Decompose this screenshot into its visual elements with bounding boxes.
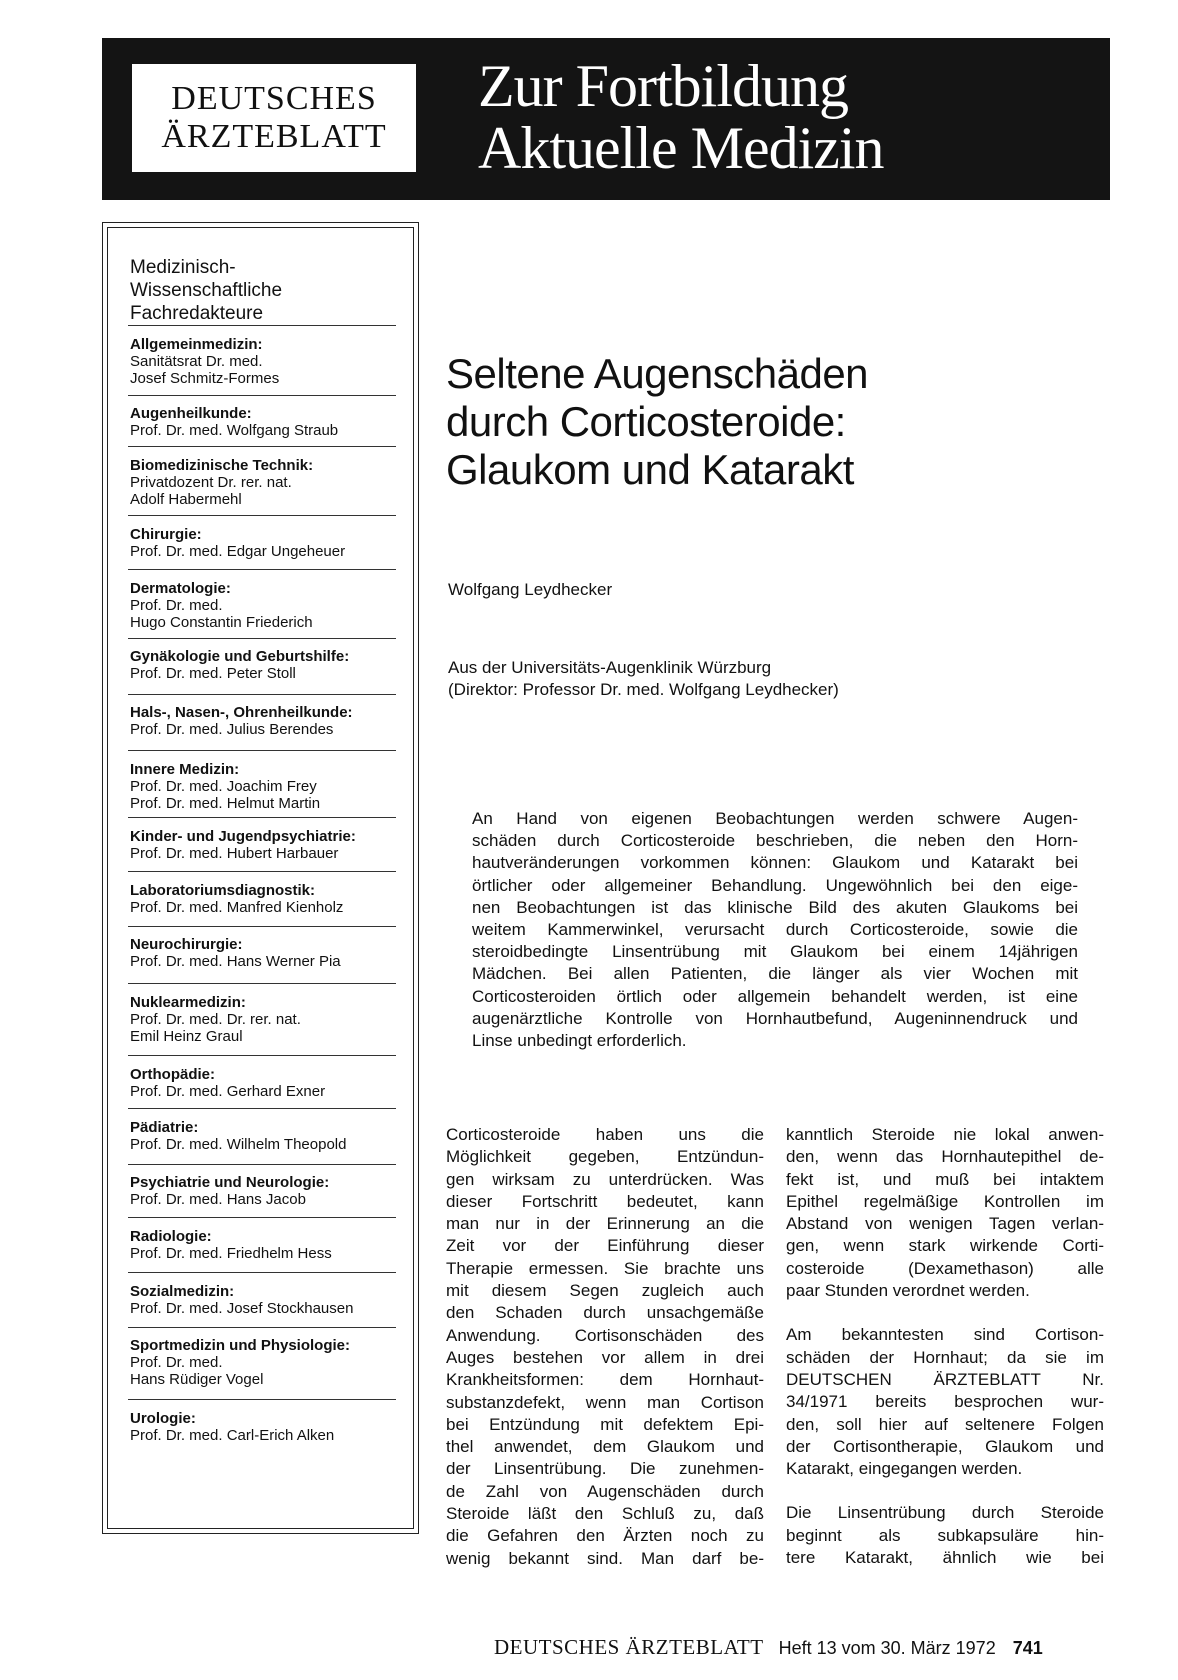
body-text-line: tere Katarakt, ähnlich wie bei (786, 1548, 1104, 1568)
sidebar-divider (128, 983, 396, 984)
sidebar-section-title: Kinder- und Jugendpsychiatrie: (130, 828, 356, 845)
sidebar-section (130, 580, 398, 631)
sidebar-section (130, 882, 398, 916)
sidebar-section-title: Orthopädie: (130, 1066, 215, 1083)
sidebar-divider (128, 1108, 396, 1109)
sidebar-section-title: Psychiatrie und Neurologie: (130, 1174, 330, 1191)
sidebar-section (130, 704, 398, 738)
body-text-line: Abstand von wenigen Tagen verlan- (786, 1214, 1104, 1234)
body-text-line: Anwendung. Cortisonschäden des (446, 1325, 764, 1345)
sidebar-heading-line: Medizinisch- (130, 257, 236, 278)
sidebar-heading-line: Fachredakteure (130, 303, 264, 324)
sidebar-section (130, 828, 398, 862)
sidebar-section-name: Josef Schmitz-Formes (130, 370, 280, 387)
sidebar-divider (128, 1217, 396, 1218)
sidebar-section-name: Prof. Dr. med. Manfred Kienholz (130, 899, 344, 916)
sidebar-section (130, 526, 398, 560)
abstract-line: An Hand von eigenen Beobachtungen werden schwere Augen- (472, 809, 1078, 828)
sidebar-divider (128, 926, 396, 927)
sidebar-section (130, 1337, 398, 1388)
page-footer (494, 1635, 1043, 1660)
sidebar-section-title: Neurochirurgie: (130, 936, 243, 953)
body-text-line: de Zahl von Augenschäden durch (446, 1481, 764, 1501)
section-title-line-1: Zur Fortbildung (478, 53, 848, 119)
footer-journal: DEUTSCHES ÄRZTEBLATT (494, 1635, 764, 1659)
sidebar-section-name: Hans Rüdiger Vogel (130, 1371, 264, 1388)
sidebar-section-name: Prof. Dr. med. Hans Jacob (130, 1191, 306, 1208)
sidebar-section-title: Hals-, Nasen-, Ohrenheilkunde: (130, 704, 353, 721)
sidebar-divider (128, 1327, 396, 1328)
body-text-line: man nur in der Erinnerung an die (446, 1214, 764, 1234)
abstract-line: schäden durch Corticosteroide beschrieben, die neben den Horn- (472, 831, 1078, 851)
body-text-line: der Cortisontherapie, Glaukom und (786, 1436, 1104, 1456)
body-text-line: die Gefahren den Ärzten noch zu (446, 1526, 764, 1546)
sidebar-section-name: Prof. Dr. med. Dr. rer. nat. (130, 1011, 301, 1028)
sidebar-section-title: Radiologie: (130, 1228, 212, 1245)
sidebar-section-name: Prof. Dr. med. Joachim Frey (130, 778, 317, 795)
body-text-line: Krankheitsformen: dem Hornhaut- (446, 1370, 764, 1390)
sidebar-section-title: Nuklearmedizin: (130, 994, 246, 1011)
sidebar-section (130, 1410, 398, 1444)
abstract-line: Linse unbedingt erforderlich. (472, 1031, 687, 1051)
abstract-line: weitem Kammerwinkel, verursacht durch Corticosteroide, sowie die (472, 920, 1078, 940)
article-title-line: durch Corticosteroide: (446, 398, 846, 445)
body-text-line: mit diesem Segen zugleich auch (446, 1281, 764, 1301)
body-text-line: schäden der Hornhaut; da sie im (786, 1347, 1104, 1367)
abstract-line: Corticosteroiden örtlich oder allgemein behandelt werden, ist eine (472, 986, 1078, 1006)
journal-logo (132, 64, 416, 172)
body-text-line: gen wirksam zu unterdrücken. Was (446, 1169, 764, 1189)
section-title-line-2: Aktuelle Medizin (478, 115, 884, 181)
sidebar-section-title: Laboratoriumsdiagnostik: (130, 882, 316, 899)
sidebar-section-title: Chirurgie: (130, 526, 202, 543)
sidebar-divider (128, 1055, 396, 1056)
sidebar-section-name: Prof. Dr. med. Julius Berendes (130, 721, 334, 738)
sidebar-section (130, 405, 398, 439)
body-text-line: Corticosteroide haben uns die (446, 1125, 764, 1144)
footer-issue: Heft 13 vom 30. März 1972 (778, 1638, 996, 1658)
paragraph-gap (786, 1302, 1104, 1324)
sidebar-heading (130, 256, 400, 325)
sidebar-divider (128, 817, 396, 818)
sidebar-section-title: Augenheilkunde: (130, 405, 252, 422)
sidebar-section-name: Hugo Constantin Friederich (130, 614, 313, 631)
body-text-line: dieser Fortschritt bedeutet, kann (446, 1191, 764, 1211)
body-text-line: den, soll hier auf seltenere Folgen (786, 1414, 1104, 1434)
sidebar-section-title: Sportmedizin und Physiologie: (130, 1337, 351, 1354)
abstract-line: nen Beobachtungen ist das klinische Bild des akuten Glaukoms bei (472, 897, 1078, 917)
body-text-line: kanntlich Steroide nie lokal anwen- (786, 1125, 1104, 1144)
sidebar-section-name: Prof. Dr. med. Josef Stockhausen (130, 1300, 354, 1317)
sidebar-section (130, 936, 398, 970)
sidebar-section (130, 1119, 398, 1153)
logo-line-2: ÄRZTEBLATT (161, 118, 387, 155)
sidebar-section (130, 1066, 398, 1100)
article-title-line: Glaukom und Katarakt (446, 446, 854, 493)
body-text-line: den, wenn das Hornhautepithel de- (786, 1147, 1104, 1167)
body-text-line: wenig bekannt sind. Man darf be- (446, 1548, 764, 1568)
body-text-line: beginnt als subkapsuläre hin- (786, 1525, 1104, 1545)
sidebar-section-title: Biomedizinische Technik: (130, 457, 314, 474)
sidebar-section-name: Prof. Dr. med. Helmut Martin (130, 795, 321, 812)
sidebar-section (130, 761, 398, 812)
sidebar-divider (128, 1399, 396, 1400)
body-text-line: costeroide (Dexamethason) alle (786, 1258, 1104, 1278)
sidebar-section-title: Sozialmedizin: (130, 1283, 235, 1300)
sidebar-section-title: Gynäkologie und Geburtshilfe: (130, 648, 350, 665)
sidebar-section-name: Prof. Dr. med. Gerhard Exner (130, 1083, 326, 1100)
sidebar-divider (128, 638, 396, 639)
sidebar-section (130, 648, 398, 682)
sidebar-section-name: Prof. Dr. med. Carl-Erich Alken (130, 1427, 335, 1444)
body-text-line: paar Stunden verordnet werden. (786, 1281, 1030, 1301)
sidebar-section-name: Prof. Dr. med. (130, 597, 223, 614)
sidebar-divider (128, 871, 396, 872)
sidebar-section (130, 457, 398, 508)
article-affiliation (448, 657, 839, 701)
body-column-left (446, 1124, 764, 1570)
body-text-line: Die Linsentrübung durch Steroide (786, 1503, 1104, 1523)
logo-line-1: DEUTSCHES (171, 80, 377, 117)
sidebar-heading-line: Wissenschaftliche (130, 280, 283, 301)
abstract-line: steroidbedingte Linsentrübung mit Glaukom bei einem 14jährigen (472, 942, 1078, 962)
sidebar-section-title: Allgemeinmedizin: (130, 336, 263, 353)
body-text-line: Möglichkeit gegeben, Entzündun- (446, 1147, 764, 1167)
body-column-right (786, 1124, 1104, 1569)
body-text-line: Steroide läßt den Schluß zu, daß (446, 1504, 764, 1524)
article-title (446, 350, 868, 494)
abstract-line: örtlicher oder allgemeiner Behandlung. Ungewöhnlich bei den eige- (472, 875, 1078, 895)
sidebar-divider (128, 515, 396, 516)
affiliation-line: Aus der Universitäts-Augenklinik Würzburg (448, 658, 772, 677)
sidebar-divider (128, 395, 396, 396)
body-text-line: bei Entzündung mit defektem Epi- (446, 1414, 764, 1434)
abstract-line: augenärztliche Kontrolle von Hornhautbefund, Augeninnendruck und (472, 1008, 1078, 1028)
article-title-line: Seltene Augenschäden (446, 350, 869, 397)
article-abstract (472, 808, 1078, 1052)
body-text-line: substanzdefekt, wenn man Cortison (446, 1392, 764, 1412)
body-text-line: der Linsentrübung. Die zunehmen- (446, 1459, 764, 1479)
sidebar-section-name: Prof. Dr. med. (130, 1354, 223, 1371)
sidebar-section-name: Prof. Dr. med. Hans Werner Pia (130, 953, 341, 970)
body-text-line: Katarakt, eingegangen werden. (786, 1459, 1023, 1479)
abstract-line: hautveränderungen vorkommen können: Glaukom und Katarakt bei (472, 853, 1078, 873)
sidebar-divider (128, 569, 396, 570)
body-text-line: Am bekanntesten sind Cortison- (786, 1325, 1104, 1345)
body-text-line: DEUTSCHEN ÄRZTEBLATT Nr. (786, 1369, 1104, 1389)
sidebar-section (130, 1174, 398, 1208)
sidebar-divider (128, 446, 396, 447)
sidebar-section-name: Adolf Habermehl (130, 491, 242, 508)
sidebar-section-name: Prof. Dr. med. Edgar Ungeheuer (130, 543, 346, 560)
sidebar-section-name: Prof. Dr. med. Wolfgang Straub (130, 422, 339, 439)
sidebar-section (130, 1283, 398, 1317)
sidebar-divider (128, 325, 396, 326)
sidebar-divider (128, 1272, 396, 1273)
article-author: Wolfgang Leydhecker (448, 580, 613, 599)
sidebar-section (130, 994, 398, 1045)
body-text-line: den Schaden durch unsachgemäße (446, 1303, 764, 1323)
sidebar-divider (128, 1164, 396, 1165)
body-text-line: 34/1971 bereits besprochen wur- (786, 1392, 1104, 1412)
sidebar-section-title: Pädiatrie: (130, 1119, 199, 1136)
sidebar-divider (128, 694, 396, 695)
body-text-line: Therapie ermessen. Sie brachte uns (446, 1258, 764, 1278)
body-text-line: Epithel regelmäßige Kontrollen im (786, 1191, 1104, 1211)
paragraph-gap (786, 1480, 1104, 1502)
body-text-line: Zeit vor der Einführung dieser (446, 1236, 764, 1256)
sidebar-section-name: Emil Heinz Graul (130, 1028, 243, 1045)
sidebar-section (130, 1228, 398, 1262)
sidebar-section-title: Dermatologie: (130, 580, 231, 597)
sidebar-section-name: Privatdozent Dr. rer. nat. (130, 474, 292, 491)
sidebar-section-name: Prof. Dr. med. Wilhelm Theopold (130, 1136, 347, 1153)
body-text-line: thel anwendet, dem Glaukom und (446, 1437, 764, 1457)
sidebar-section-name: Sanitätsrat Dr. med. (130, 353, 263, 370)
body-text-line: Auges bestehen vor allem in drei (446, 1347, 764, 1367)
sidebar-section (130, 336, 398, 387)
body-text-line: fekt ist, und muß bei intaktem (786, 1169, 1104, 1189)
sidebar-section-name: Prof. Dr. med. Friedhelm Hess (130, 1245, 332, 1262)
sidebar-divider (128, 750, 396, 751)
page-number: 741 (1012, 1638, 1043, 1658)
sidebar-section-name: Prof. Dr. med. Hubert Harbauer (130, 845, 339, 862)
body-text-line: gen, wenn stark wirkende Corti- (786, 1236, 1104, 1256)
affiliation-line: (Direktor: Professor Dr. med. Wolfgang Leydhecker) (448, 680, 839, 699)
abstract-line: Mädchen. Bei allen Patienten, die länger als vier Wochen mit (472, 964, 1078, 984)
sidebar-section-name: Prof. Dr. med. Peter Stoll (130, 665, 296, 682)
sidebar-section-title: Innere Medizin: (130, 761, 240, 778)
sidebar-section-title: Urologie: (130, 1410, 196, 1427)
